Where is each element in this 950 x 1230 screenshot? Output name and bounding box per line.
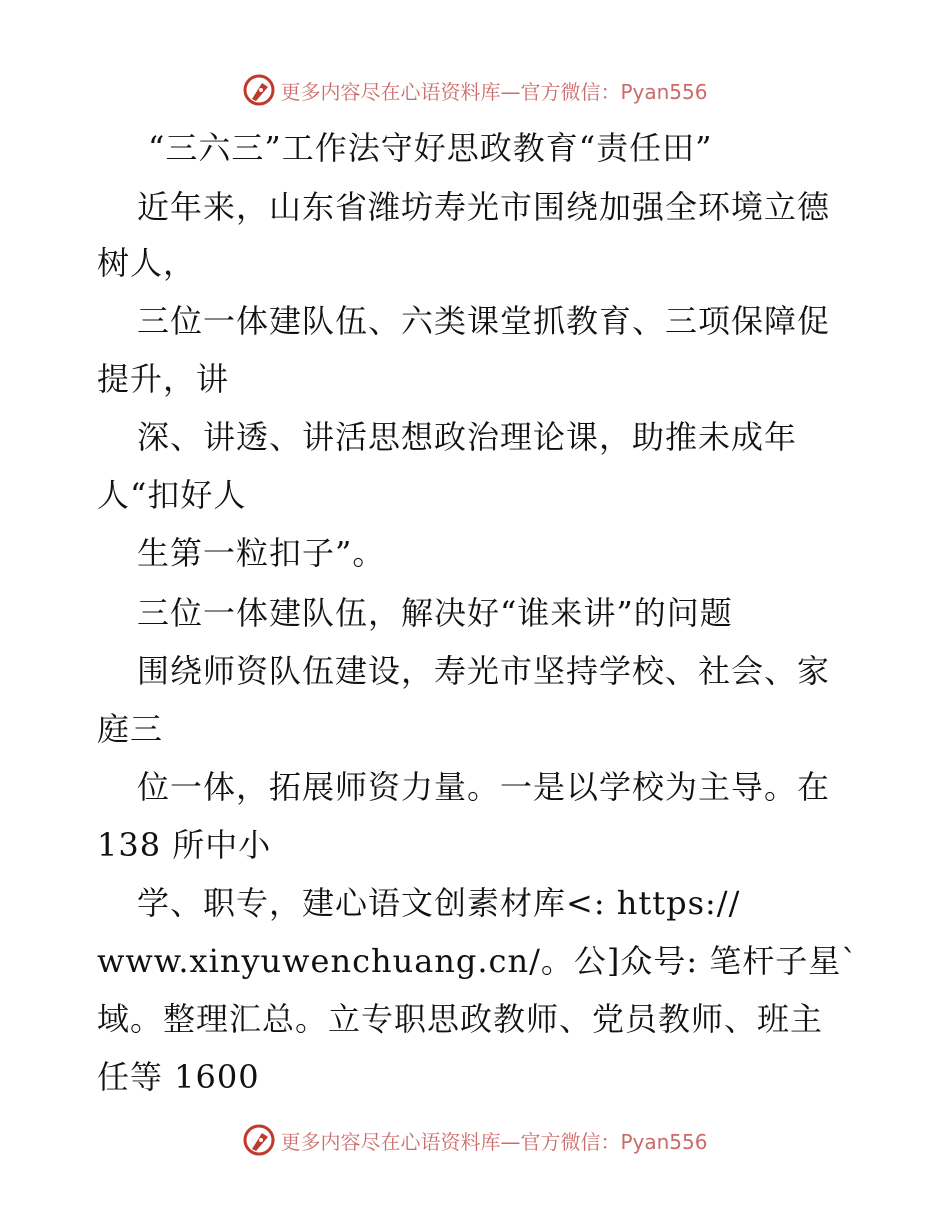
body-line: 域。整理汇总。立专职思政教师、党员教师、班主: [97, 1000, 824, 1038]
body-line: www.xinyuwenchuang.cn/。公]众号: 笔杆子星`: [97, 942, 859, 980]
body-line: 庭三: [97, 710, 164, 748]
section-heading: 三位一体建队伍，解决好“谁来讲”的问题: [137, 594, 733, 632]
body-line: 围绕师资队伍建设，寿光市坚持学校、社会、家: [137, 652, 831, 690]
fountain-pen-nib-icon: [242, 1123, 276, 1157]
body-line: 位一体，拓展师资力量。一是以学校为主导。在: [137, 768, 831, 806]
body-line: 近年来，山东省潍坊寿光市围绕加强全环境立德: [137, 188, 831, 226]
fountain-pen-nib-icon: [242, 73, 276, 107]
body-line: 138 所中小: [97, 826, 272, 864]
body-line: 任等 1600: [97, 1058, 260, 1096]
body-line: 提升，讲: [97, 360, 230, 398]
body-line: 生第一粒扣子”。: [137, 534, 386, 572]
footer-watermark-banner: [0, 1120, 950, 1160]
body-line: 人“扣好人: [97, 476, 247, 514]
footer-watermark-text: 更多内容尽在心语资料库—官方微信：Pyan556: [280, 1129, 708, 1154]
body-line: 深、讲透、讲活思想政治理论课，助推未成年: [137, 418, 798, 456]
body-line: 树人，: [97, 244, 197, 282]
body-line: 三位一体建队伍、六类课堂抓教育、三项保障促: [137, 302, 831, 340]
header-watermark-text: 更多内容尽在心语资料库—官方微信：Pyan556: [280, 79, 708, 104]
document-title: “三六三”工作法守好思政教育“责任田”: [148, 129, 713, 167]
header-watermark-banner: [0, 70, 950, 110]
body-line: 学、职专，建心语文创素材库<: https://: [137, 884, 741, 922]
